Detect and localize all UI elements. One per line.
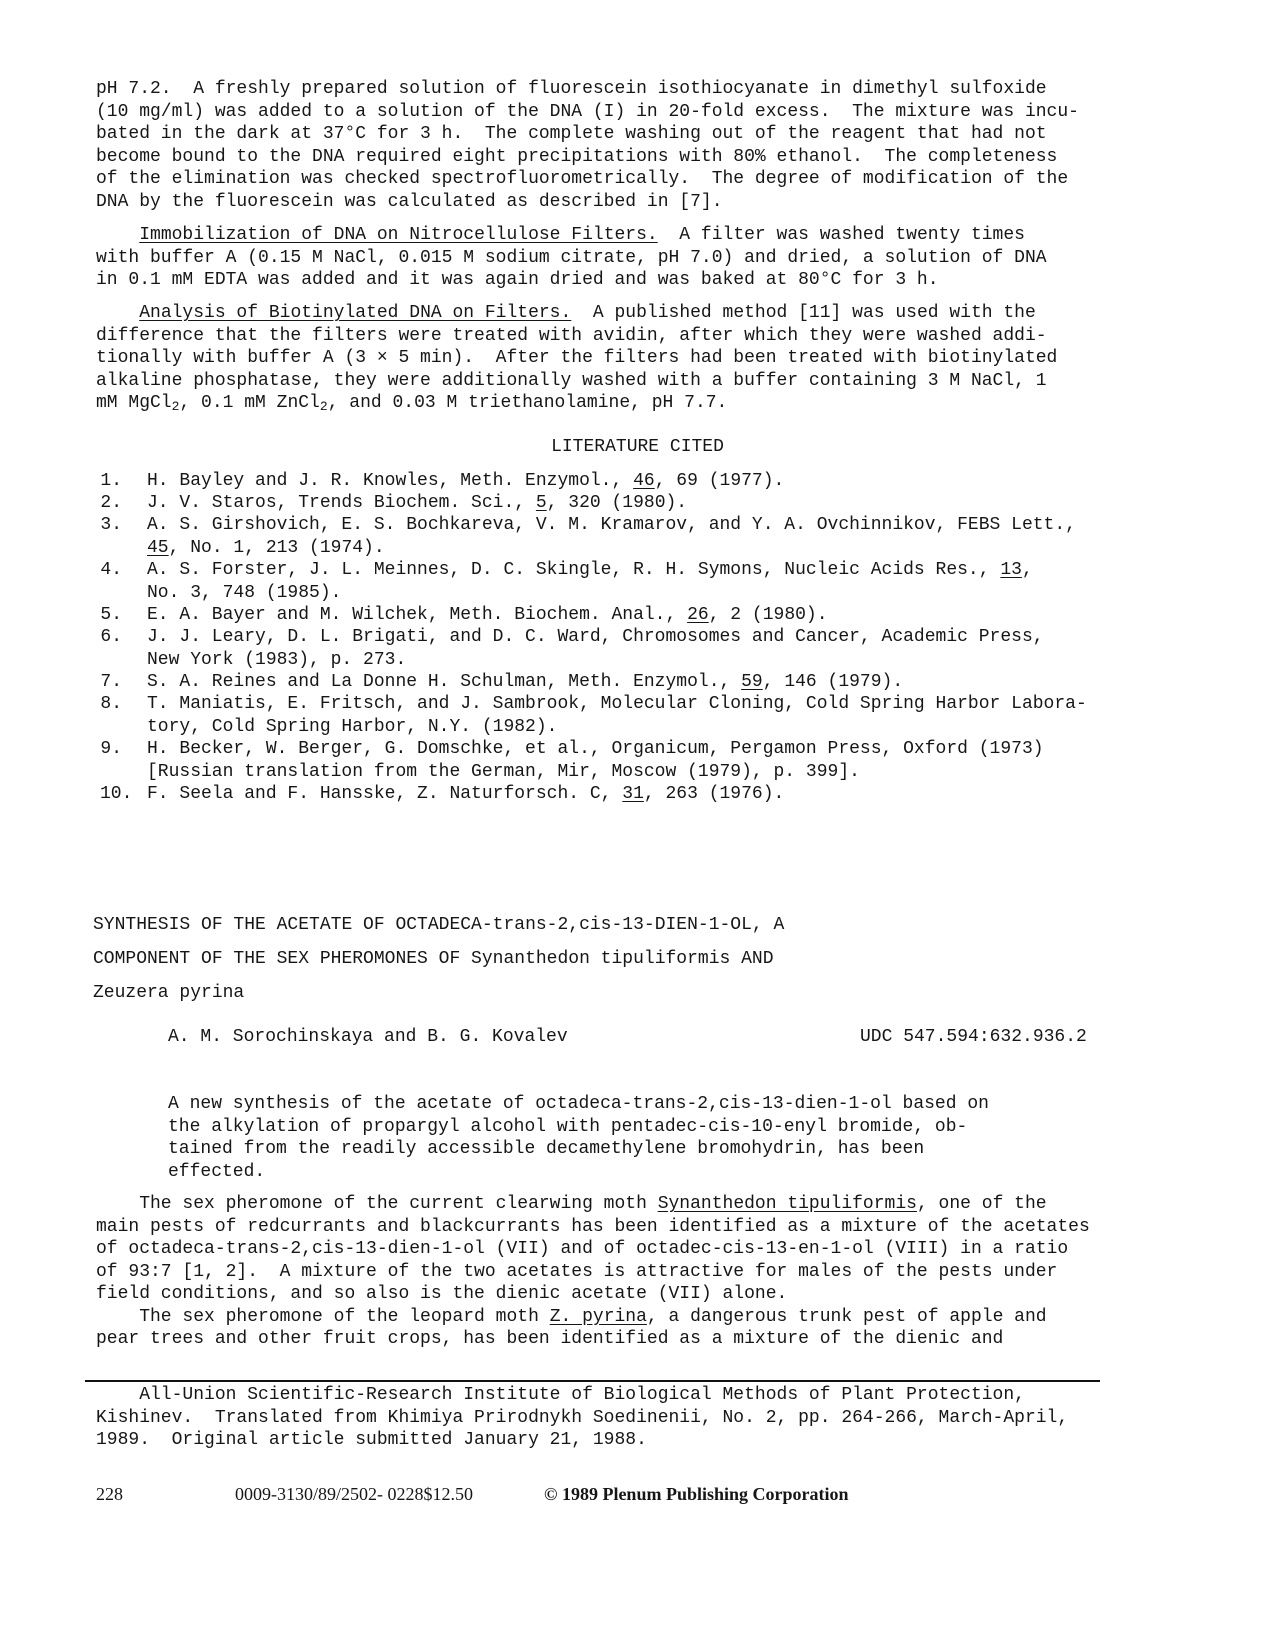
text-line: A filter was washed twenty times (657, 225, 1025, 245)
text-line: mM MgCl$_2$, 0.1 mM ZnCl$_2$, and 0.03 M triethanolamine, pH 7.7. (96, 393, 728, 414)
text-line: main pests of redcurrants and blackcurrants has been identified as a mixture of the acetates (96, 1216, 1090, 1237)
footnote-divider (85, 1380, 1100, 1382)
species-name: Z. pyrina (549, 1306, 647, 1327)
publication-code: 0009-3130/89/2502- 0228$12.50 (235, 1484, 473, 1504)
text-line: effected. (168, 1161, 266, 1182)
text-line: All-Union Scientific-Research Institute of Biological Methods of Plant Protection, (96, 1385, 1025, 1405)
text-line: Kishinev. Translated from Khimiya Prirodnykh Soedinenii, No. 2, pp. 264-266, March-April, (96, 1407, 1069, 1428)
text-line: A new synthesis of the acetate of octadeca-trans-2,cis-13-dien-1-ol based on (168, 1094, 989, 1114)
copyright-notice: © 1989 Plenum Publishing Corporation (544, 1484, 849, 1504)
abstract (168, 1093, 989, 1183)
text-line: 1989. Original article submitted January 21, 1988. (96, 1430, 647, 1450)
text-line: of the elimination was checked spectrofluorometrically. The degree of modification of the (96, 169, 1069, 189)
text-line: DNA by the fluorescein was calculated as described in [7]. (96, 191, 723, 212)
text-line: become bound to the DNA required eight precipitations with 80% ethanol. The completeness (96, 146, 1058, 167)
page-footer (0, 1484, 1275, 1514)
text-line: tained from the readily accessible decamethylene bromohydrin, has been (168, 1139, 925, 1159)
text-line: field conditions, and so also is the dienic acetate (VII) alone. (96, 1284, 788, 1304)
literature-heading: LITERATURE CITED (551, 437, 724, 457)
text-line: with buffer A (0.15 M NaCl, 0.015 M sodium citrate, pH 7.0) and dried, a solution of DNA (96, 247, 1047, 268)
body-text: The sex pheromone of the current clearwing moth Synanthedon tipuliformis, one of the main pests of redcurrants and blackcurrants has been identified as a mixture of the acetates of octadeca-trans-2,cis-13-dien-1-ol (VII) and of octadec-cis-13-en-1-ol (VIII) in a ratio of 93:7 [1, 2]. A mixture of the two acetates is attractive for males of the pests under field conditions, and so also is the dienic acetate (VII) alone. The sex pheromone of the leopard moth Z. pyrina, a dangerous trunk pest of apple and pear trees and other fruit crops, has been identified as a mixture of the dienic and (96, 1194, 1090, 1349)
text-line: (10 mg/ml) was added to a solution of the DNA (I) in 20-fold excess. The mixture was incu- (96, 101, 1079, 122)
section-heading: Immobilization of DNA on Nitrocellulose Filters. (139, 225, 658, 245)
udc-code: UDC 547.594:632.936.2 (860, 1027, 1087, 1047)
text-line: of 93:7 [1, 2]. A mixture of the two acetates is attractive for males of the pests under (96, 1261, 1058, 1282)
title-line: COMPONENT OF THE SEX PHEROMONES OF Synanthedon tipuliformis AND (93, 949, 774, 969)
species-name: Synanthedon tipuliformis (657, 1194, 917, 1214)
page-number: 228 (96, 1484, 123, 1504)
text-line: alkaline phosphatase, they were additionally washed with a buffer containing 3 M NaCl, 1 (96, 370, 1047, 391)
text-line: tionally with buffer A (3 × 5 min). After the filters had been treated with biotinylated (96, 348, 1058, 368)
title-line: SYNTHESIS OF THE ACETATE OF OCTADECA-trans-2,cis-13-DIEN-1-OL, A (93, 915, 785, 935)
text-line: bated in the dark at 37°C for 3 h. The complete washing out of the reagent that had not (96, 124, 1047, 144)
text-line: the alkylation of propargyl alcohol with pentadec-cis-10-enyl bromide, ob- (168, 1116, 968, 1137)
text-line: pear trees and other fruit crops, has been identified as a mixture of the dienic and (96, 1329, 1004, 1349)
section-heading: Analysis of Biotinylated DNA on Filters. (139, 303, 572, 323)
text-line: in 0.1 mM EDTA was added and it was again dried and was baked at 80°C for 3 h. (96, 270, 939, 290)
immobilization-paragraph (96, 224, 1047, 292)
biotinylated-paragraph (96, 302, 1057, 415)
text-line: of octadeca-trans-2,cis-13-dien-1-ol (VII) and of octadec-cis-13-en-1-ol (VIII) in a ratio (96, 1239, 1069, 1259)
footnote (96, 1384, 1068, 1452)
authors: A. M. Sorochinskaya and B. G. Kovalev (168, 1027, 568, 1047)
text-line: difference that the filters were treated with avidin, after which they were washed addi- (96, 325, 1047, 346)
title-line: Zeuzera pyrina (93, 983, 245, 1003)
text-line: pH 7.2. A freshly prepared solution of fluorescein isothiocyanate in dimethyl sulfoxide (96, 79, 1047, 99)
text-line: A published method [11] was used with the (571, 303, 1036, 323)
continued-paragraph (96, 78, 1079, 213)
article-title (93, 908, 784, 1010)
